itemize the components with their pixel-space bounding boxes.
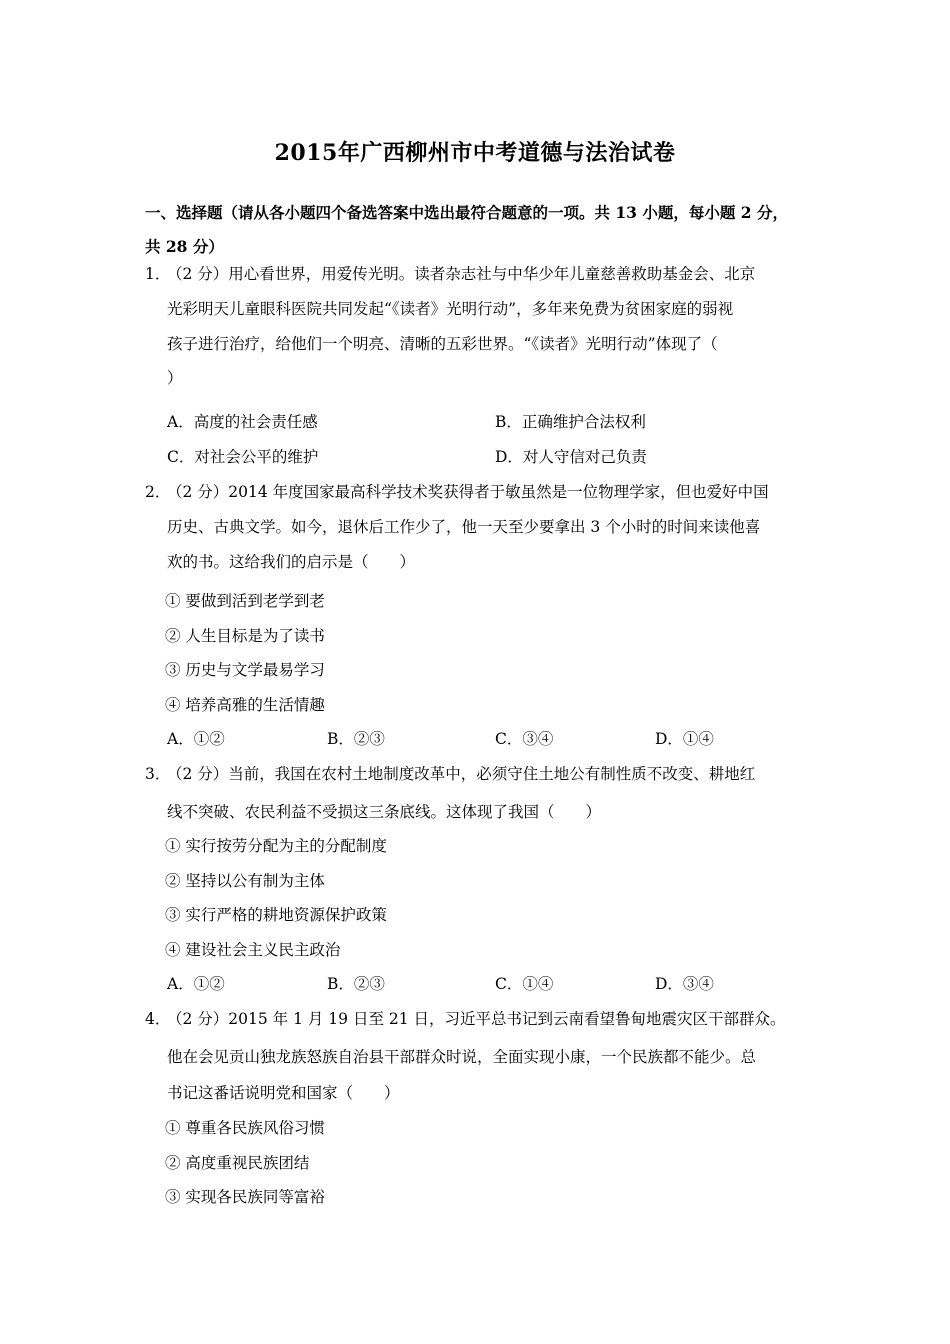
statement-item: ② 高度重视民族团结 xyxy=(165,1154,310,1172)
statement-item: ③ 实现各民族同等富裕 xyxy=(165,1188,325,1206)
statement-item: ③ 历史与文学最易学习 xyxy=(165,661,325,679)
option-a: A．高度的社会责任感 xyxy=(167,413,318,431)
option-c: C．③④ xyxy=(495,730,554,748)
question-text-line: （2 分）当前，我国在农村土地制度改革中，必须守住土地公有制性质不改变、耕地红 xyxy=(167,765,756,783)
statement-item: ④ 培养高雅的生活情趣 xyxy=(165,696,325,714)
question-number: 3． xyxy=(145,765,171,783)
question-text-line: 他在会见贡山独龙族怒族自治县干部群众时说，全面实现小康，一个民族都不能少。总 xyxy=(167,1048,757,1066)
option-b: B．②③ xyxy=(327,730,385,748)
statement-item: ② 人生目标是为了读书 xyxy=(165,627,325,645)
question-text-line: （2 分）2014 年度国家最高科学技术奖获得者于敏虽然是一位物理学家，但也爱好中国 xyxy=(167,483,769,501)
question-number: 2． xyxy=(145,483,171,501)
option-d: D．③④ xyxy=(655,975,714,993)
option-c: C．①④ xyxy=(495,975,554,993)
option-d: D．对人守信对己负责 xyxy=(495,448,647,466)
question-text-line: 欢的书。这给我们的启示是（ ） xyxy=(167,553,416,571)
statement-item: ① 要做到活到老学到老 xyxy=(165,592,325,610)
statement-item: ① 实行按劳分配为主的分配制度 xyxy=(165,837,387,855)
statement-item: ② 坚持以公有制为主体 xyxy=(165,872,325,890)
option-d: D．①④ xyxy=(655,730,714,748)
option-b: B．正确维护合法权利 xyxy=(495,413,646,431)
question-text-line: 线不突破、农民利益不受损这三条底线。这体现了我国（ ） xyxy=(167,803,602,821)
question-text-line: 孩子进行治疗，给他们一个明亮、清晰的五彩世界。“《读者》光明行动”体现了（ xyxy=(167,335,718,353)
question-number: 1． xyxy=(145,265,171,283)
statement-item: ④ 建设社会主义民主政治 xyxy=(165,941,341,959)
question-text-line: 书记这番话说明党和国家（ ） xyxy=(167,1084,400,1102)
question-text-line: ） xyxy=(167,369,183,387)
option-b: B．②③ xyxy=(327,975,385,993)
section-heading xyxy=(145,196,825,264)
option-c: C．对社会公平的维护 xyxy=(167,448,319,466)
question-text-line: （2 分）用心看世界，用爱传光明。读者杂志社与中华少年儿童慈善救助基金会、北京 xyxy=(167,265,756,283)
option-a: A．①② xyxy=(167,975,225,993)
section-heading-line-1: 一、选择题（请从各小题四个备选答案中选出最符合题意的一项。共 13 小题，每小题 2 分， xyxy=(145,203,788,222)
statement-item: ① 尊重各民族风俗习惯 xyxy=(165,1119,325,1137)
question-number: 4． xyxy=(145,1010,171,1028)
option-a: A．①② xyxy=(167,730,225,748)
question-text-line: 历史、古典文学。如今，退休后工作少了，他一天至少要拿出 3 个小时的时间来读他喜 xyxy=(167,518,761,536)
section-heading-line-2: 共 28 分） xyxy=(145,237,224,256)
question-text-line: （2 分）2015 年 1 月 19 日至 21 日，习近平总书记到云南看望鲁甸地震灾区干部群众。 xyxy=(167,1010,786,1028)
question-text-line: 光彩明天儿童眼科医院共同发起“《读者》光明行动”，多年来免费为贫困家庭的弱视 xyxy=(167,300,734,318)
exam-title: 2015年广西柳州市中考道德与法治试卷 xyxy=(274,140,676,166)
statement-item: ③ 实行严格的耕地资源保护政策 xyxy=(165,906,387,924)
